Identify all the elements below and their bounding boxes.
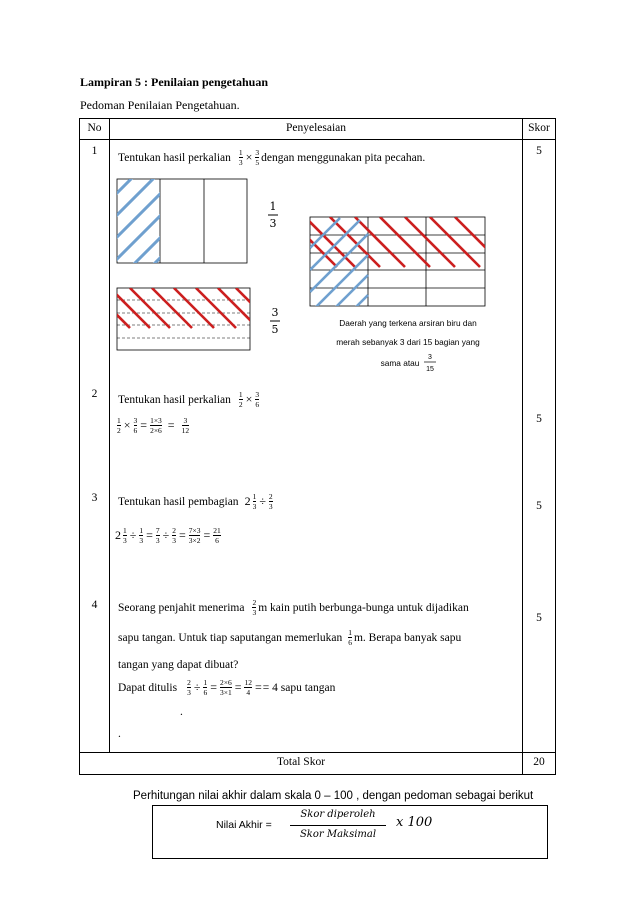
- tape-one-third: [110, 170, 247, 268]
- formula-denominator: Skor Maksimal: [299, 829, 377, 840]
- row3-no: 3: [91, 492, 98, 504]
- row1-skor: 5: [536, 145, 542, 157]
- row2-frac-b: $\frac{3}{6}$: [255, 390, 260, 409]
- page-subtitle: Pedoman Penilaian Pengetahuan.: [80, 98, 240, 112]
- row3-solution: 2 $\frac{1}{3}$ ÷ $\frac{1}{3}$ = $\frac{7}{3}$ ÷ $\frac{2}{3}$ = $\frac{7\times 3}{3\times 2}$ = $\frac{21}{6}$: [115, 526, 221, 545]
- page-title: Lampiran 5 : Penilaian pengetahuan: [80, 75, 269, 89]
- formula-numerator: Skor diperoleh: [300, 809, 376, 820]
- total-value: 20: [533, 756, 545, 768]
- total-label: Total Skor: [276, 756, 326, 768]
- svg-text:merah sebanyak 3 dari 15 bagia: merah sebanyak 3 dari 15 bagian yang: [336, 337, 480, 347]
- footer-text: Perhitungan nilai akhir dalam skala 0 – 100 , dengan pedoman sebagai berikut: [133, 790, 534, 802]
- header-no: No: [87, 122, 102, 134]
- row4-solution: Dapat ditulis $\frac{2}{3}$ ÷ $\frac{1}{6}$ = $\frac{2\times 6}{3\times 1}$ = $\frac{12}{4}$ = = 4 sapu tangan: [118, 678, 336, 697]
- svg-text:sama atau: sama atau: [380, 358, 420, 368]
- svg-text:5: 5: [271, 323, 279, 336]
- label-three-fifths: [270, 306, 280, 336]
- row1-prompt-pre: Tentukan hasil perkalian: [118, 151, 231, 164]
- row2-prompt: Tentukan hasil perkalian $\frac{1}{2}$ × $\frac{3}{6}$: [118, 390, 260, 409]
- label-one-third: [268, 200, 278, 230]
- row2-solution: $\frac{1}{2}$ × $\frac{3}{6}$ = $\frac{1\times 3}{2\times 6}$ = $\frac{3}{12}$: [117, 416, 190, 435]
- formula-label: Nilai Akhir =: [216, 819, 272, 831]
- row4-no: 4: [91, 599, 98, 611]
- row4-line3: tangan yang dapat dibuat?: [118, 659, 239, 671]
- row4-line1: Seorang penjahit menerima $\frac{2}{3}$ m kain putih berbunga-bunga untuk dijadikan: [118, 598, 469, 617]
- formula-tail: x 100: [396, 815, 433, 830]
- times-symbol: ×: [245, 150, 253, 164]
- row1-prompt-post: dengan menggunakan pita pecahan.: [261, 151, 426, 164]
- row4-dot-1: .: [180, 706, 183, 718]
- svg-text:3: 3: [269, 217, 277, 230]
- row2-prompt-pre: Tentukan hasil perkalian: [118, 393, 231, 406]
- row4-skor: 5: [536, 612, 542, 624]
- row4-line2: sapu tangan. Untuk tiap saputangan memerlukan $\frac{1}{6}$ m. Berapa banyak sapu: [118, 628, 462, 647]
- row1-frac-a: $\frac{1}{3}$: [238, 148, 243, 167]
- row2-frac-a: $\frac{1}{2}$: [238, 390, 243, 409]
- row3-prompt: Tentukan hasil pembagian 2 $\frac{1}{3}$ ÷ $\frac{2}{3}$: [118, 492, 273, 511]
- svg-text:15: 15: [426, 366, 434, 373]
- svg-text:3: 3: [271, 306, 279, 319]
- row1-frac-b: $\frac{3}{5}$: [255, 148, 260, 167]
- svg-text:Daerah yang terkena arsiran bi: Daerah yang terkena arsiran biru dan: [339, 318, 477, 328]
- row2-skor: 5: [536, 413, 542, 425]
- svg-text:1: 1: [269, 200, 277, 213]
- row1-no: 1: [91, 145, 98, 157]
- formula-bar: [290, 825, 386, 826]
- header-skor: Skor: [528, 122, 550, 134]
- row3-prompt-pre: Tentukan hasil pembagian: [118, 495, 239, 508]
- combined-grid: [305, 217, 490, 308]
- row2-no: 2: [91, 388, 98, 400]
- row1-prompt: [118, 148, 425, 167]
- row3-skor: 5: [536, 500, 542, 512]
- row4-dot-2: .: [118, 728, 121, 740]
- header-penyelesaian: Penyelesaian: [285, 122, 347, 134]
- formula-box: [152, 805, 548, 859]
- tape-three-fifths: [110, 288, 276, 350]
- svg-text:3: 3: [428, 354, 432, 361]
- fraction-tape-diagrams: [110, 170, 522, 395]
- grid-note: [336, 318, 480, 373]
